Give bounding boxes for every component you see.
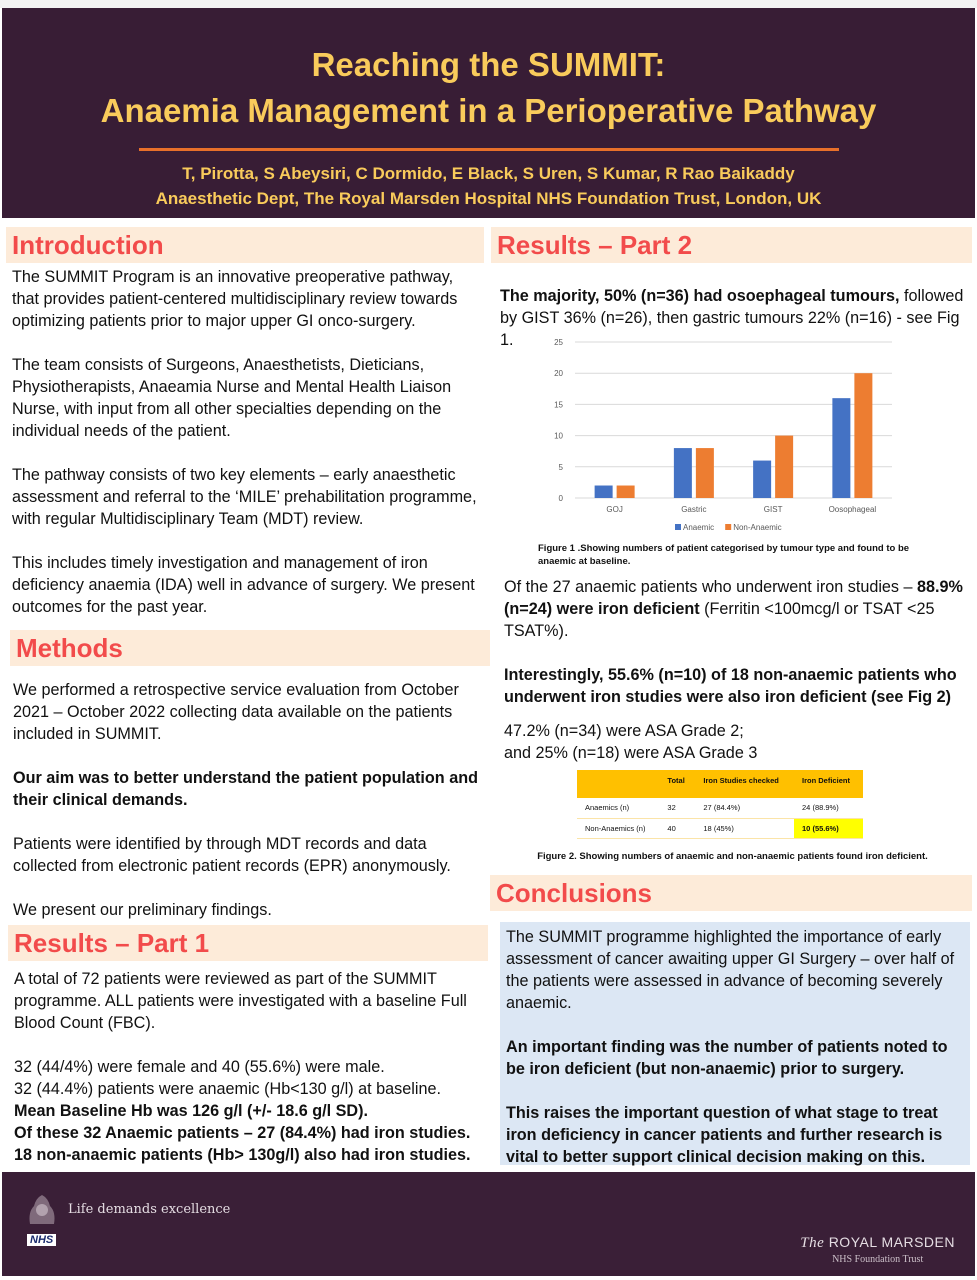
methods-body [13,679,483,921]
results2-intro-rest: followed by GIST 36% (n=26), then gastric tumours 22% (n=16) - see Fig 1. [500,287,964,349]
nhs-logo: NHS [27,1234,56,1246]
iron-paragraph-anaemic [504,576,969,642]
iron-text-bold: 88.9% (n=24) were iron deficient [504,578,963,618]
table-cell: 18 (45%) [695,818,794,838]
results1-paragraph: A total of 72 patients were reviewed as part of the SUMMIT programme. ALL patients were investigated with a baseline Full Blood Count (FBC). [14,970,467,1032]
table-row [577,798,863,818]
org-name-text: ROYAL MARSDEN [828,1234,955,1250]
x-tick-label: GIST [763,505,783,514]
iron-paragraph-nonanaemic: Interestingly, 55.6% (n=10) of 18 non-anaemic patients who underwent iron studies were also iron deficient (see Fig 2) [504,666,957,706]
table-header [577,770,659,798]
intro-paragraph: The team consists of Surgeons, Anaesthetists, Dieticians, Physiotherapists, Anaeamia Nurse and Mental Health Liaison Nurse, with input from all other specialties depending on the individual needs of the patient. [12,356,452,440]
bar-non-anaemic [617,486,635,498]
results-part1-body [14,968,484,1166]
table-cell: 40 [659,818,695,838]
x-tick-label: Oosophageal [828,505,877,514]
results-part2-heading: Results – Part 2 [491,227,972,263]
y-tick-label: 15 [554,400,563,410]
results1-sex-split: 32 (44/4%) were female and 40 (55.6%) were male. [14,1058,385,1076]
figure-2-caption: Figure 2. Showing numbers of anaemic and non-anaemic patients found iron deficient. [537,851,928,862]
iron-text: (Ferritin <100mcg/l or TSAT <25 TSAT%). [504,600,935,640]
y-tick-label: 0 [558,494,563,503]
poster-title [2,8,975,134]
bar-non-anaemic [696,448,714,498]
authors: T, Pirotta, S Abeysiri, C Dormido, E Black, S Uren, S Kumar, R Rao Baikaddy [182,164,795,183]
bar-non-anaemic [775,436,793,498]
table-header: Total [659,770,695,798]
title-line-1: Reaching the SUMMIT: [311,46,666,83]
legend-swatch [725,524,731,530]
results-part2-iron [504,576,969,764]
conclusions-finding: An important finding was the number of patients noted to be iron deficient (but non-anaemic) prior to surgery. [506,1038,948,1078]
poster-banner [2,8,975,218]
table-cell-highlighted: 10 (55.6%) [794,818,863,838]
royal-crest-icon [22,1190,62,1230]
asa-grade-2: 47.2% (n=34) were ASA Grade 2; [504,722,744,740]
results-part1-heading: Results – Part 1 [8,925,488,961]
x-tick-label: Gastric [681,505,707,514]
results1-mean-hb: Mean Baseline Hb was 126 g/l (+/- 18.6 g/l SD). [14,1102,368,1120]
results1-nonanaemic-iron-studies: 18 non-anaemic patients (Hb> 130g/l) also had iron studies. [14,1146,471,1164]
poster-footer [2,1172,975,1276]
footer-tagline: Life demands excellence [68,1202,231,1217]
results1-anaemic-count: 32 (44.4%) patients were anaemic (Hb<130 g/l) at baseline. [14,1080,441,1098]
figure-2-table [577,770,863,839]
intro-paragraph: The SUMMIT Program is an innovative preoperative pathway, that provides patient-centered multidisciplinary review towards optimizing patients prior to major upper GI onco-surgery. [12,268,458,330]
table-cell: 24 (88.9%) [794,798,863,818]
table-cell: Anaemics (n) [577,798,659,818]
title-line-2: Anaemia Management in a Perioperative Pathway [100,92,877,129]
org-the: The [800,1235,825,1251]
conclusions-heading: Conclusions [490,875,972,911]
org-name [800,1234,955,1252]
introduction-heading: Introduction [6,227,484,263]
methods-paragraph: Patients were identified by through MDT records and data collected from electronic patient records (EPR) anonymously. [13,835,451,875]
royal-marsden-logo [800,1234,955,1265]
bar-non-anaemic [854,373,872,498]
bar-chart-svg [540,332,925,537]
legend-label: Non-Anaemic [733,523,782,532]
table-header: Iron Studies checked [695,770,794,798]
table-cell: 32 [659,798,695,818]
y-tick-label: 10 [554,431,563,441]
legend-label: Anaemic [683,523,715,532]
figure-1-caption: Figure 1 .Showing numbers of patient categorised by tumour type and found to be anaemic at baseline. [538,543,910,567]
introduction-body [12,266,482,618]
bar-anaemic [595,486,613,498]
y-tick-label: 20 [554,369,563,379]
methods-aim: Our aim was to better understand the patient population and their clinical demands. [13,769,478,809]
intro-paragraph: This includes timely investigation and management of iron deficiency anaemia (IDA) well in advance of surgery. We present outcomes for the past year. [12,554,475,616]
bar-anaemic [674,448,692,498]
conclusions-body [500,922,970,1165]
methods-paragraph: We present our preliminary findings. [13,901,272,919]
intro-paragraph: The pathway consists of two key elements – early anaesthetic assessment and referral to the ‘MILE’ prehabilitation programme, with regular Multidisciplinary Team (MDT) review. [12,466,477,528]
org-subtitle: NHS Foundation Trust [832,1254,924,1265]
y-tick-label: 25 [554,338,563,347]
table-header-row [577,770,863,798]
conclusions-question: This raises the important question of what stage to treat iron deficiency in cancer patients and further research is vital to better support clinical decision making on this. [506,1104,943,1166]
affiliation: Anaesthetic Dept, The Royal Marsden Hospital NHS Foundation Trust, London, UK [155,189,822,208]
top-strip [0,0,977,8]
bar-anaemic [832,398,850,498]
table-cell: Non-Anaemics (n) [577,818,659,838]
table-header: Iron Deficient [794,770,863,798]
methods-paragraph: We performed a retrospective service evaluation from October 2021 – October 2022 collecting data available on the patients included in SUMMIT. [13,681,459,743]
iron-text: Of the 27 anaemic patients who underwent iron studies – [504,578,918,596]
y-tick-label: 5 [558,462,563,472]
asa-grade-3: and 25% (n=18) were ASA Grade 3 [504,744,758,762]
methods-heading: Methods [10,630,490,666]
bar-anaemic [753,461,771,498]
conclusions-paragraph: The SUMMIT programme highlighted the importance of early assessment of cancer awaiting upper GI Surgery – over half of the patients were assessed in advance of becoming severely anaemic. [506,928,955,1012]
table-row [577,818,863,838]
authors-block [2,161,975,211]
figure-1-chart [540,332,925,537]
results1-anaemic-iron-studies: Of these 32 Anaemic patients – 27 (84.4%) had iron studies. [14,1124,471,1142]
x-tick-label: GOJ [606,505,623,514]
title-divider [139,148,839,151]
results2-intro-bold: The majority, 50% (n=36) had osoephageal tumours, [500,287,900,305]
legend-swatch [675,524,681,530]
table-cell: 27 (84.4%) [695,798,794,818]
